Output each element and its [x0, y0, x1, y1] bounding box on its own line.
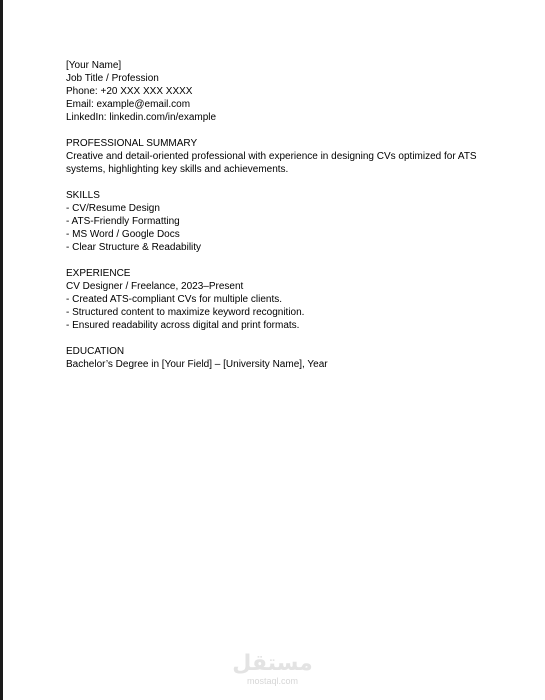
- resume-document: [66, 59, 506, 371]
- watermark-logo: مستقل: [232, 651, 313, 676]
- skill-item: - ATS-Friendly Formatting: [66, 216, 180, 227]
- watermark-url: mostaql.com: [246, 676, 299, 686]
- education-heading: EDUCATION: [66, 346, 125, 357]
- spacer: [66, 254, 506, 267]
- skill-item: - MS Word / Google Docs: [66, 229, 180, 240]
- spacer: [66, 176, 506, 189]
- experience-role: CV Designer / Freelance, 2023–Present: [66, 281, 244, 292]
- skill-item: - Clear Structure & Readability: [66, 242, 202, 253]
- spacer: [66, 124, 506, 137]
- spacer: [66, 332, 506, 345]
- email-line: Email: example@email.com: [66, 99, 191, 110]
- education-degree: Bachelor’s Degree in [Your Field] – [University Name], Year: [66, 359, 328, 370]
- linkedin-line: LinkedIn: linkedin.com/in/example: [66, 112, 217, 123]
- watermark: [0, 652, 545, 686]
- page-left-border: [0, 0, 3, 700]
- experience-item: - Structured content to maximize keyword recognition.: [66, 307, 305, 318]
- skills-heading: SKILLS: [66, 190, 100, 201]
- summary-text-line-1: Creative and detail-oriented professional with experience in designing CVs optimized for ATS: [66, 151, 477, 162]
- experience-item: - Ensured readability across digital and print formats.: [66, 320, 300, 331]
- candidate-name: [Your Name]: [66, 60, 122, 71]
- summary-heading: PROFESSIONAL SUMMARY: [66, 138, 198, 149]
- job-title: Job Title / Profession: [66, 73, 159, 84]
- skill-item: - CV/Resume Design: [66, 203, 160, 214]
- summary-text-line-2: systems, highlighting key skills and achievements.: [66, 164, 289, 175]
- phone-line: Phone: +20 XXX XXX XXXX: [66, 86, 193, 97]
- experience-item: - Created ATS-compliant CVs for multiple clients.: [66, 294, 283, 305]
- experience-heading: EXPERIENCE: [66, 268, 131, 279]
